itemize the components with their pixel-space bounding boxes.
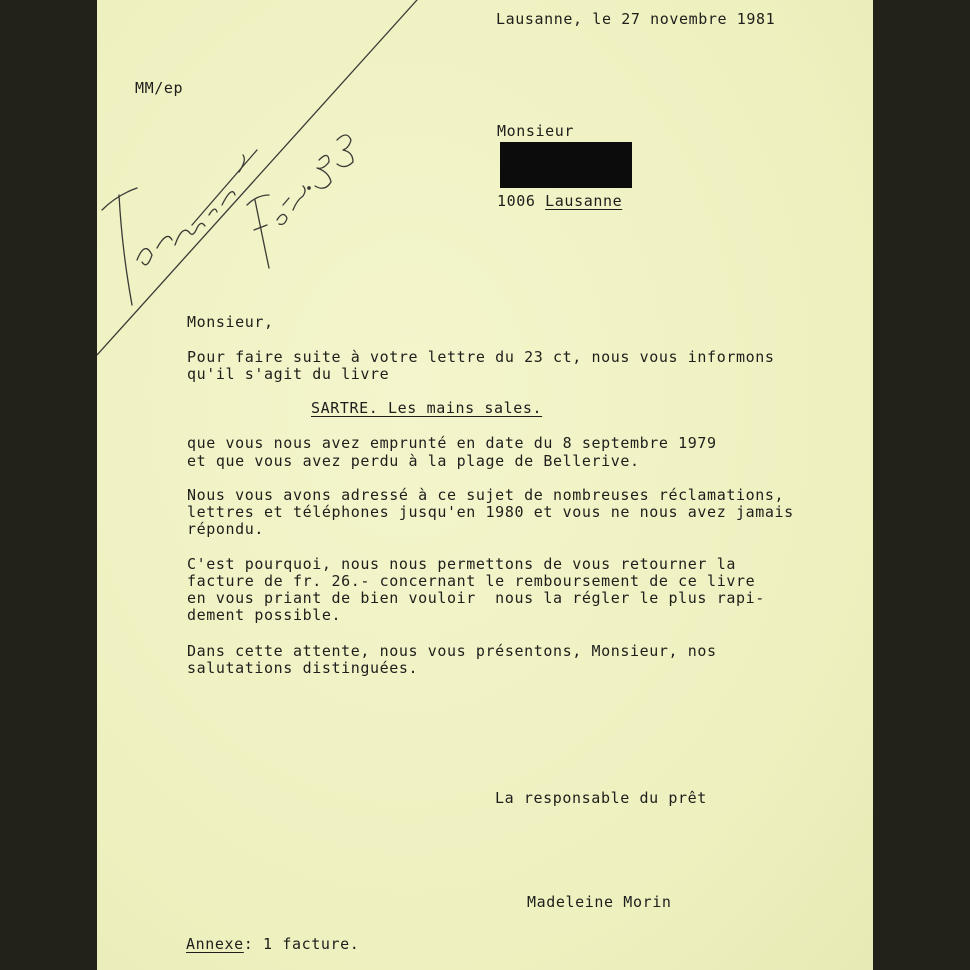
paragraph-2-line-2: et que vous avez perdu à la plage de Bellerive.	[187, 452, 640, 470]
letter-page	[97, 0, 873, 970]
paragraph-2-line-1: que vous nous avez emprunté en date du 8 septembre 1979	[187, 434, 717, 452]
recipient-city-line	[497, 193, 622, 210]
signature-name: Madeleine Morin	[527, 893, 672, 911]
paragraph-3-line-3: répondu.	[187, 520, 265, 538]
signature-role: La responsable du prêt	[495, 789, 707, 807]
city-name: Lausanne	[545, 192, 623, 210]
paragraph-1-line-2: qu'il s'agit du livre	[187, 365, 390, 383]
date-line: Lausanne, le 27 novembre 1981	[496, 10, 776, 28]
paragraph-4-line-3: en vous priant de bien vouloir nous la régler le plus rapi-	[187, 589, 765, 607]
paragraph-5-line-2: salutations distinguées.	[187, 659, 419, 677]
reference-initials: MM/ep	[135, 79, 184, 97]
annex-text: : 1 facture.	[243, 935, 360, 953]
paragraph-5-line-1: Dans cette attente, nous vous présentons, Monsieur, nos	[187, 642, 717, 660]
paragraph-3-line-2: lettres et téléphones jusqu'en 1980 et vous ne nous avez jamais	[187, 503, 794, 521]
greeting: Monsieur,	[187, 313, 274, 331]
paragraph-4-line-1: C'est pourquoi, nous nous permettons de vous retourner la	[187, 555, 736, 573]
redacted-address-block	[500, 142, 632, 188]
paragraph-4-line-2: facture de fr. 26.- concernant le remboursement de ce livre	[187, 572, 756, 590]
annex-label: Annexe	[186, 935, 244, 953]
city-code: 1006	[497, 192, 536, 210]
paragraph-3-line-1: Nous vous avons adressé à ce sujet de nombreuses réclamations,	[187, 486, 785, 504]
book-title: SARTRE. Les mains sales.	[311, 399, 543, 417]
annex-line	[186, 936, 359, 953]
recipient-salutation: Monsieur	[497, 122, 575, 140]
paragraph-1-line-1: Pour faire suite à votre lettre du 23 ct, nous vous informons	[187, 348, 775, 366]
paragraph-4-line-4: dement possible.	[187, 606, 342, 624]
